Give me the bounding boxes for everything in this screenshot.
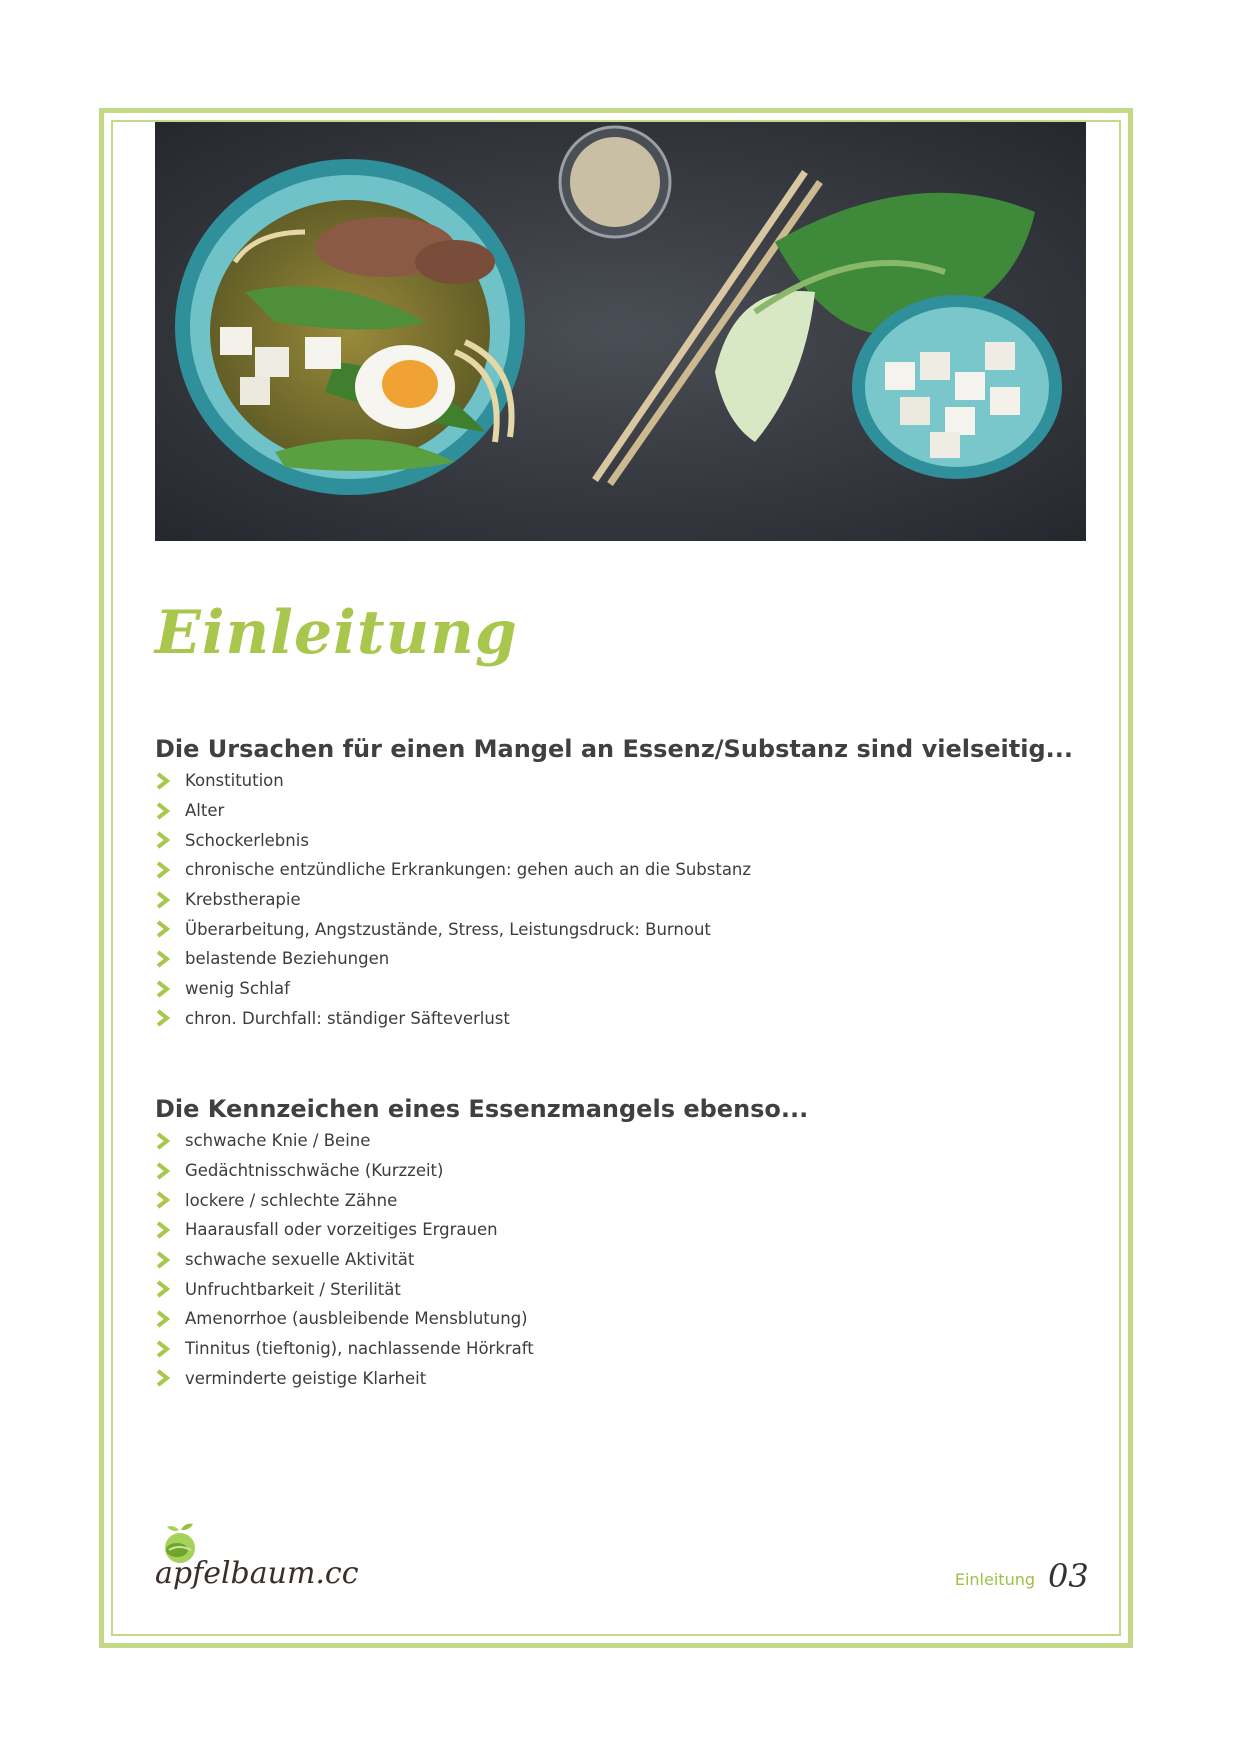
chevron-right-icon bbox=[155, 1368, 185, 1388]
list-item-text: chronische entzündliche Erkrankungen: gehen auch an die Substanz bbox=[185, 860, 752, 880]
list-item bbox=[155, 766, 1055, 796]
list-item-text: Krebstherapie bbox=[185, 890, 301, 910]
section-heading-kennzeichen: Die Kennzeichen eines Essenzmangels ebenso... bbox=[155, 1095, 809, 1123]
chevron-right-icon bbox=[155, 919, 185, 939]
chevron-right-icon bbox=[155, 1008, 185, 1028]
list-item bbox=[155, 1364, 1055, 1394]
chevron-right-icon bbox=[155, 1279, 185, 1299]
chevron-right-icon bbox=[155, 1190, 185, 1210]
chevron-right-icon bbox=[155, 1339, 185, 1359]
chevron-right-icon bbox=[155, 830, 185, 850]
list-item-text: Gedächtnisschwäche (Kurzzeit) bbox=[185, 1161, 444, 1181]
list-item-text: schwache Knie / Beine bbox=[185, 1131, 371, 1151]
hero-image bbox=[155, 122, 1086, 541]
list-item-text: Amenorrhoe (ausbleibende Mensblutung) bbox=[185, 1309, 528, 1329]
chevron-right-icon bbox=[155, 771, 185, 791]
chevron-right-icon bbox=[155, 1309, 185, 1329]
page-title: Einleitung bbox=[155, 598, 518, 668]
list-item bbox=[155, 1004, 1055, 1034]
list-item-text: schwache sexuelle Aktivität bbox=[185, 1250, 415, 1270]
list-item-text: belastende Beziehungen bbox=[185, 949, 390, 969]
logo-text: apfelbaum.cc bbox=[155, 1556, 359, 1591]
list-item bbox=[155, 796, 1055, 826]
list-item bbox=[155, 1156, 1055, 1186]
list-item-text: Überarbeitung, Angstzustände, Stress, Leistungsdruck: Burnout bbox=[185, 919, 711, 939]
list-item bbox=[155, 1215, 1055, 1245]
chevron-right-icon bbox=[155, 860, 185, 880]
list-item bbox=[155, 1245, 1055, 1275]
list-item-text: Tinnitus (tieftonig), nachlassende Hörkraft bbox=[185, 1339, 534, 1359]
chevron-right-icon bbox=[155, 979, 185, 999]
list-item-text: chron. Durchfall: ständiger Säfteverlust bbox=[185, 1008, 510, 1028]
list-item-text: wenig Schlaf bbox=[185, 979, 290, 999]
apfelbaum-logo[interactable] bbox=[155, 1520, 385, 1600]
list-item-text: Alter bbox=[185, 801, 225, 821]
chevron-right-icon bbox=[155, 1161, 185, 1181]
ursachen-list bbox=[155, 766, 1055, 1033]
chevron-right-icon bbox=[155, 1220, 185, 1240]
list-item-text: Haarausfall oder vorzeitiges Ergrauen bbox=[185, 1220, 498, 1240]
chevron-right-icon bbox=[155, 1131, 185, 1151]
kennzeichen-list bbox=[155, 1126, 1055, 1393]
list-item-text: Unfruchtbarkeit / Sterilität bbox=[185, 1279, 401, 1299]
chevron-right-icon bbox=[155, 801, 185, 821]
section-heading-ursachen: Die Ursachen für einen Mangel an Essenz/Substanz sind vielseitig... bbox=[155, 735, 1073, 763]
chevron-right-icon bbox=[155, 1250, 185, 1270]
list-item bbox=[155, 1185, 1055, 1215]
page-number: 03 bbox=[1048, 1557, 1089, 1595]
list-item-text: Schockerlebnis bbox=[185, 830, 309, 850]
chevron-right-icon bbox=[155, 949, 185, 969]
list-item-text: lockere / schlechte Zähne bbox=[185, 1190, 398, 1210]
chevron-right-icon bbox=[155, 890, 185, 910]
list-item bbox=[155, 825, 1055, 855]
list-item bbox=[155, 1334, 1055, 1364]
footer-section-label: Einleitung bbox=[954, 1570, 1035, 1589]
list-item bbox=[155, 944, 1055, 974]
list-item bbox=[155, 855, 1055, 885]
list-item-text: verminderte geistige Klarheit bbox=[185, 1368, 427, 1388]
list-item bbox=[155, 974, 1055, 1004]
list-item bbox=[155, 885, 1055, 915]
list-item-text: Konstitution bbox=[185, 771, 284, 791]
list-item bbox=[155, 1126, 1055, 1156]
list-item bbox=[155, 1274, 1055, 1304]
ramen-bowl-photo-icon bbox=[155, 122, 1086, 541]
list-item bbox=[155, 1304, 1055, 1334]
list-item bbox=[155, 914, 1055, 944]
